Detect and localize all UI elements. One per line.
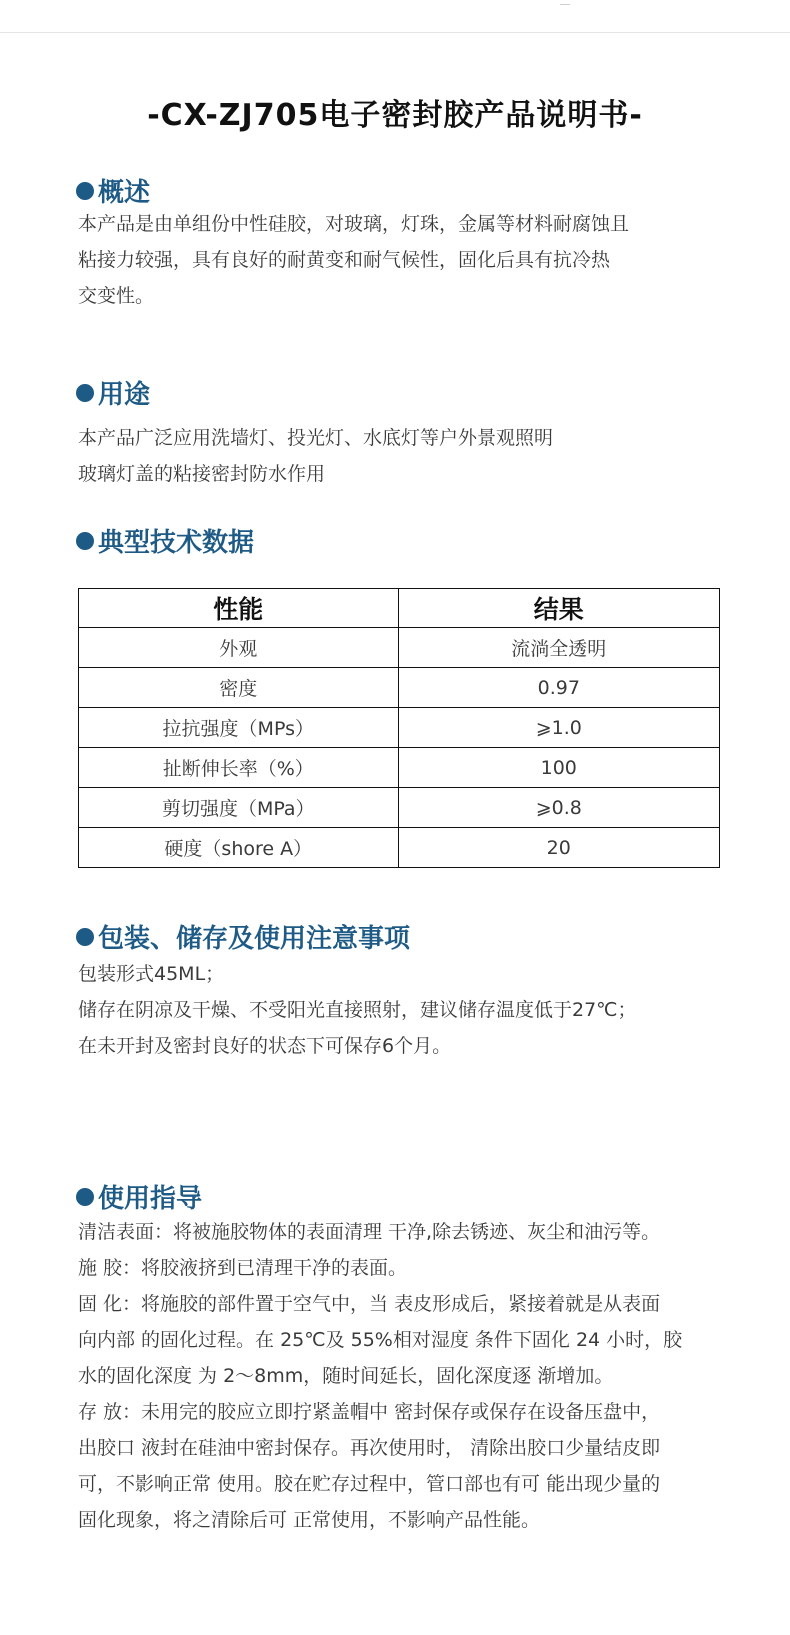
tech-data-table: [78, 588, 720, 868]
table-header-result: 结果: [398, 589, 719, 628]
table-header-row: [79, 589, 720, 628]
section-usage-title: 用途: [98, 380, 151, 410]
guide-line: 向内部 的固化过程。在 25℃及 55%相对湿度 条件下固化 24 小时，胶: [78, 1329, 683, 1351]
usage-text: [78, 420, 758, 492]
packaging-line: 储存在阴凉及干燥、不受阳光直接照射，建议储存温度低于27℃；: [78, 999, 637, 1021]
table-cell-result: 100: [398, 748, 719, 788]
packaging-line: 包装形式45ML；: [78, 963, 225, 985]
section-guide-title: 使用指导: [98, 1184, 203, 1214]
guide-line: 存 放：未用完的胶应立即拧紧盖帽中 密封保存或保存在设备压盘中，: [78, 1401, 661, 1423]
table-row: [79, 628, 720, 668]
overview-line: 本产品是由单组份中性硅胶，对玻璃，灯珠，金属等材料耐腐蚀且: [78, 213, 630, 235]
guide-line: 固化现象，将之清除后可 正常使用，不影响产品性能。: [78, 1509, 541, 1531]
guide-line: 固 化：将施胶的部件置于空气中，当 表皮形成后，紧接着就是从表面: [78, 1293, 661, 1315]
guide-line: 清洁表面：将被施胶物体的表面清理 干净,除去锈迹、灰尘和油污等。: [78, 1221, 661, 1243]
table-header-property: 性能: [79, 589, 399, 628]
packaging-text: [78, 956, 758, 1064]
guide-line: 出胶口 液封在硅油中密封保存。再次使用时， 清除出胶口少量结皮即: [78, 1437, 661, 1459]
page-title: -CX-ZJ705电子密封胶产品说明书-: [147, 98, 643, 133]
section-packaging-title: 包装、储存及使用注意事项: [98, 924, 411, 954]
bullet-dot-icon: [76, 182, 94, 200]
table-row: [79, 788, 720, 828]
section-tech-title: 典型技术数据: [98, 528, 255, 558]
packaging-line: 在未开封及密封良好的状态下可保存6个月。: [78, 1035, 452, 1057]
section-packaging-heading: [76, 918, 410, 955]
section-tech-heading: [76, 522, 254, 559]
table-cell-result: 20: [398, 828, 719, 868]
guide-line: 可，不影响正常 使用。胶在贮存过程中，管口部也有可 能出现少量的: [78, 1473, 661, 1495]
table-cell-result: 流淌全透明: [398, 628, 719, 668]
top-edge-mark: [560, 0, 570, 5]
guide-line: 施 胶：将胶液挤到已清理干净的表面。: [78, 1257, 408, 1279]
section-overview-title: 概述: [98, 178, 151, 208]
table-row: [79, 668, 720, 708]
table-cell-property: 密度: [79, 668, 399, 708]
table-cell-result: ⩾1.0: [398, 708, 719, 748]
table-cell-result: 0.97: [398, 668, 719, 708]
overview-text: [78, 206, 758, 314]
table-cell-property: 扯断伸长率（%）: [79, 748, 399, 788]
table-row: [79, 708, 720, 748]
section-guide-heading: [76, 1178, 202, 1215]
bullet-dot-icon: [76, 928, 94, 946]
guide-text: [78, 1214, 768, 1538]
bullet-dot-icon: [76, 532, 94, 550]
table-row: [79, 828, 720, 868]
overview-line: 粘接力较强，具有良好的耐黄变和耐气候性，固化后具有抗冷热: [78, 249, 611, 271]
section-overview-heading: [76, 172, 150, 209]
section-usage-heading: [76, 374, 150, 411]
table-cell-property: 硬度（shore A）: [79, 828, 399, 868]
table-cell-result: ⩾0.8: [398, 788, 719, 828]
guide-line: 水的固化深度 为 2〜8mm，随时间延长，固化深度逐 渐增加。: [78, 1365, 614, 1387]
overview-line: 交变性。: [78, 285, 155, 307]
bullet-dot-icon: [76, 1188, 94, 1206]
table-cell-property: 外观: [79, 628, 399, 668]
usage-line: 本产品广泛应用洗墙灯、投光灯、水底灯等户外景观照明: [78, 427, 554, 449]
table-cell-property: 剪切强度（MPa）: [79, 788, 399, 828]
table-cell-property: 拉抗强度（MPs）: [79, 708, 399, 748]
table-row: [79, 748, 720, 788]
usage-line: 玻璃灯盖的粘接密封防水作用: [78, 463, 326, 485]
top-divider: [0, 32, 790, 33]
bullet-dot-icon: [76, 384, 94, 402]
